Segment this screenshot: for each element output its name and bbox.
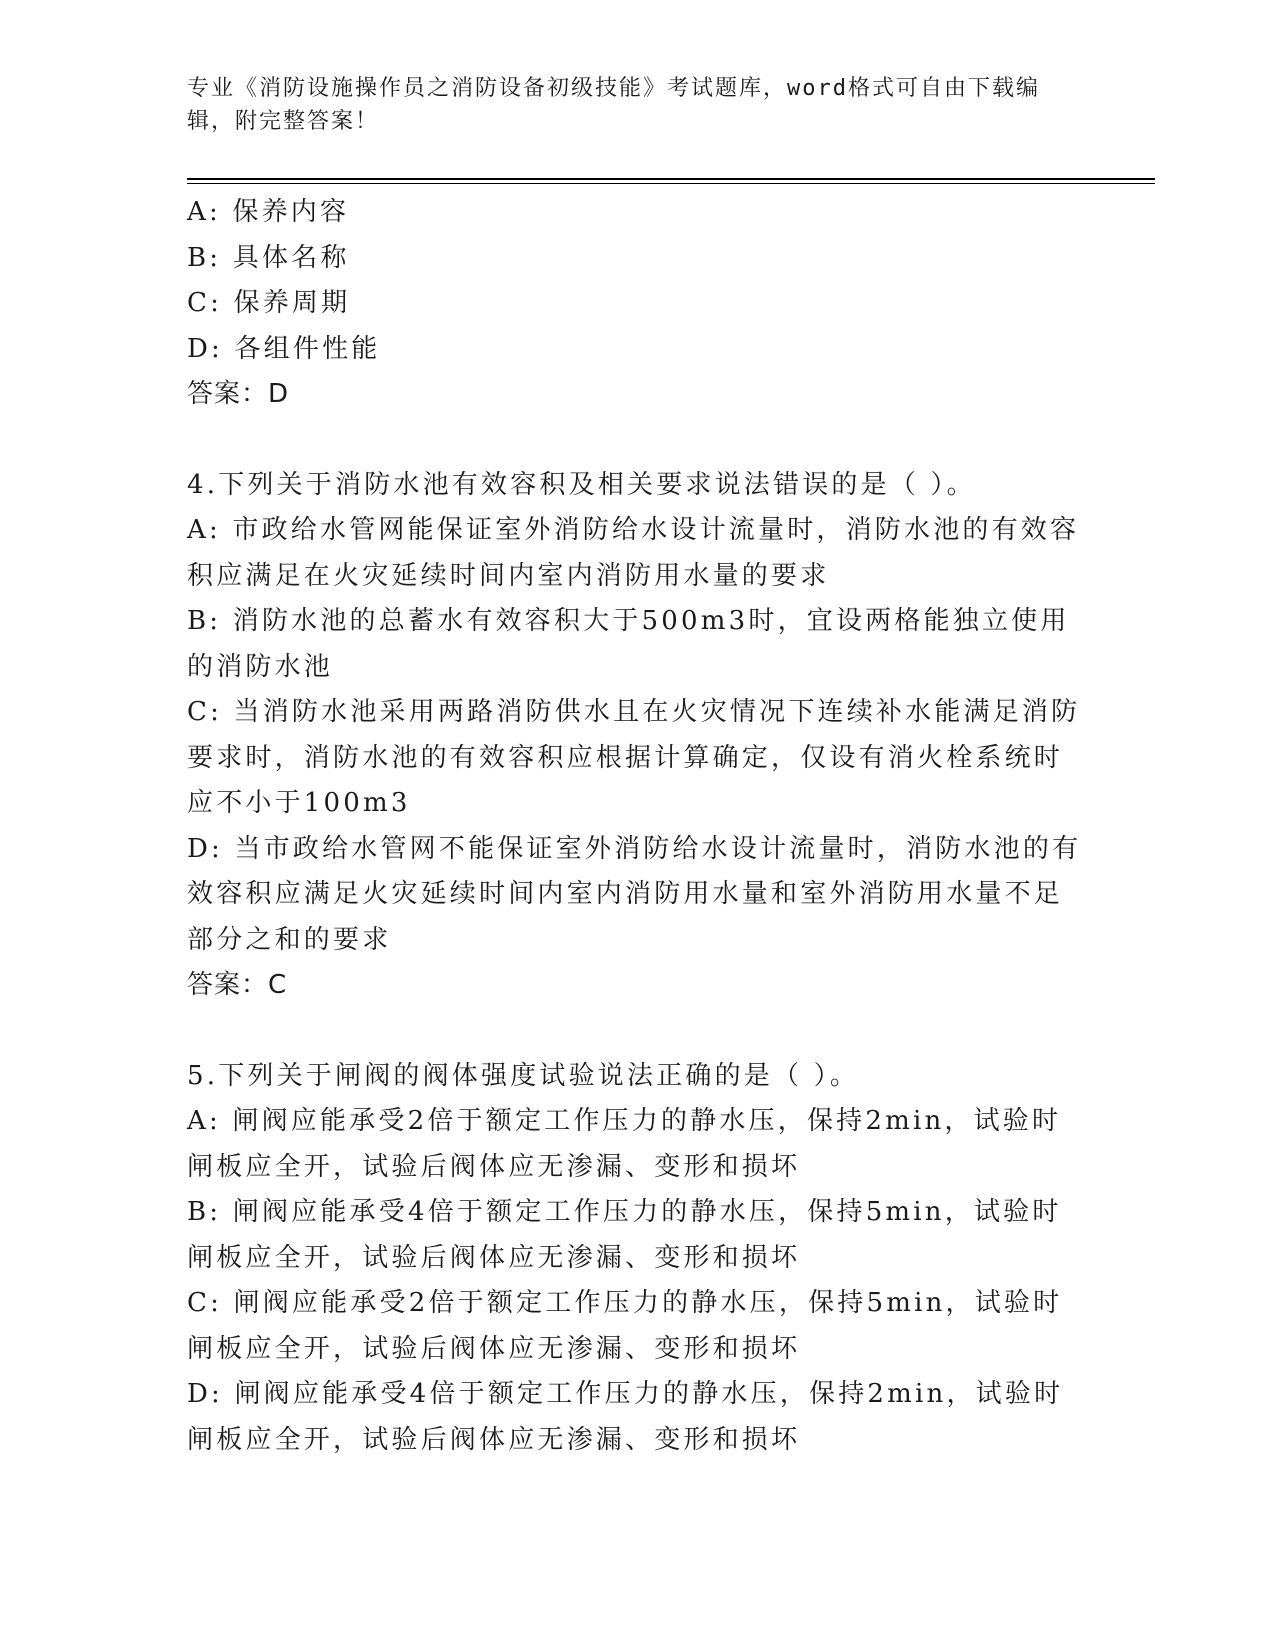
q5-option-d: D: 闸阀应能承受4倍于额定工作压力的静水压，保持2min，试验时闸板应全开，试验后阀体应无渗漏、变形和损坏 (187, 1379, 1064, 1455)
q4-option-c: C: 当消防水池采用两路消防供水且在火灾情况下连续补水能满足消防要求时，消防水池的有效容积应根据计算确定，仅设有消火栓系统时应不小于100m3 (187, 697, 1081, 818)
q5-stem: 5.下列关于闸阀的阀体强度试验说法正确的是（ ）。 (187, 1060, 860, 1091)
q3-option-a: A: 保养内容 (187, 197, 350, 227)
document-header: 专业《消防设施操作员之消防设备初级技能》考试题库，word格式可自由下载编辑，附完整答案！ (187, 76, 1040, 134)
header-rule-thick (187, 178, 1155, 180)
q5-option-c: C: 闸阀应能承受2倍于额定工作压力的静水压，保持5min，试验时闸板应全开，试验后阀体应无渗漏、变形和损坏 (187, 1288, 1063, 1364)
q4-stem: 4.下列关于消防水池有效容积及相关要求说法错误的是（ ）。 (187, 469, 976, 500)
header-rule-thin (187, 183, 1155, 184)
q4-option-d: D: 当市政给水管网不能保证室外消防给水设计流量时，消防水池的有效容积应满足火灾延续时间内室内消防用水量和室外消防用水量不足部分之和的要求 (187, 833, 1082, 955)
q5-option-b: B: 闸阀应能承受4倍于额定工作压力的静水压，保持5min，试验时闸板应全开，试验后阀体应无渗漏、变形和损坏 (187, 1197, 1062, 1273)
q4-answer: 答案：C (187, 970, 288, 1000)
q3-option-b: B: 具体名称 (187, 242, 350, 273)
q4-option-a: A: 市政给水管网能保证室外消防给水设计流量时，消防水池的有效容积应满足在火灾延续时间内室内消防用水量的要求 (187, 515, 1080, 591)
q3-option-c: C: 保养周期 (187, 288, 351, 318)
q4-option-b: B: 消防水池的总蓄水有效容积大于500m3时，宜设两格能独立使用的消防水池 (187, 606, 1070, 682)
q3-option-d: D: 各组件性能 (187, 333, 381, 364)
q5-option-a: A: 闸阀应能承受2倍于额定工作压力的静水压，保持2min，试验时闸板应全开，试验后阀体应无渗漏、变形和损坏 (187, 1106, 1062, 1182)
question-content (187, 190, 1087, 1463)
q3-answer: 答案：D (187, 379, 290, 409)
